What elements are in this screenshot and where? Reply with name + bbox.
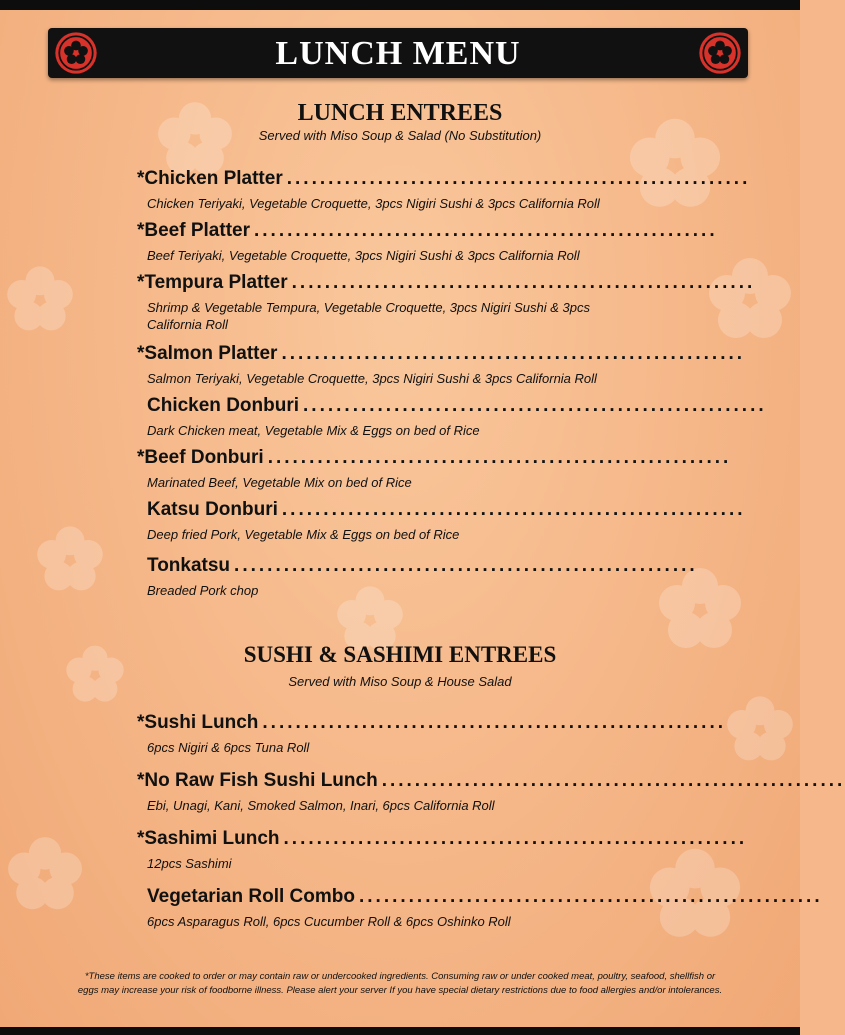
lunch-entrees-title: LUNCH ENTREES [297, 100, 503, 126]
menu-item-name: *Beef Platter [137, 220, 250, 241]
menu-item-description: Shrimp & Vegetable Tempura, Vegetable Croquette, 3pcs Nigiri Sushi & 3pcs California Roll [147, 300, 590, 332]
sakura-crest-icon [698, 31, 742, 75]
menu-item-name: Chicken Donburi [147, 395, 300, 416]
disclaimer-line: *These items are cooked to order or may contain raw or undercooked ingredients. Consuming raw or under cooked meat, poultry, seafood, shellfish or [84, 971, 716, 982]
menu-item-description: Salmon Teriyaki, Vegetable Croquette, 3pcs Nigiri Sushi & 3pcs California Roll [147, 371, 597, 386]
leader-dots: ........................................................ [262, 712, 727, 733]
menu-item [137, 555, 698, 599]
menu-item-name: *Sashimi Lunch [137, 828, 280, 849]
menu-item [137, 828, 748, 872]
disclaimer-line: eggs may increase your risk of foodborne illness. Please alert your server If you have special dietary restrictions due to food allergies and/or intolerances. [77, 985, 723, 996]
menu-item [137, 168, 751, 212]
menu-item-name: Vegetarian Roll Combo [147, 886, 355, 907]
leader-dots: ........................................................ [303, 395, 767, 416]
leader-dots: ........................................................ [358, 886, 823, 907]
leader-dots: ........................................................ [291, 272, 756, 293]
menu-item [137, 272, 756, 333]
header-bar [48, 28, 748, 78]
sushi-entrees-subtitle: Served with Miso Soup & House Salad [288, 674, 512, 689]
leader-dots: ........................................................ [381, 770, 845, 791]
menu-item [137, 770, 845, 814]
leader-dots: ........................................................ [254, 220, 718, 241]
allergy-disclaimer [30, 970, 770, 998]
leader-dots: ........................................................ [281, 499, 746, 520]
top-border [0, 0, 800, 10]
leader-dots: ........................................................ [267, 447, 732, 468]
menu-item-description: Beef Teriyaki, Vegetable Croquette, 3pcs Nigiri Sushi & 3pcs California Roll [147, 248, 580, 263]
cherry-blossom-icon [0, 260, 80, 340]
menu-item-description: Dark Chicken meat, Vegetable Mix & Eggs on bed of Rice [147, 423, 480, 438]
leader-dots: ........................................................ [281, 343, 746, 364]
menu-item-name: Katsu Donburi [147, 499, 278, 520]
bottom-border [0, 1027, 800, 1035]
menu-item [137, 712, 727, 756]
menu-item [137, 499, 746, 543]
menu-item-name: *Salmon Platter [137, 343, 278, 364]
lunch-entrees-subtitle: Served with Miso Soup & Salad (No Substitution) [258, 128, 542, 143]
menu-item-name: *Sushi Lunch [137, 712, 259, 733]
menu-item-description: Breaded Pork chop [147, 583, 259, 598]
menu-item-description: Deep fried Pork, Vegetable Mix & Eggs on bed of Rice [147, 527, 460, 542]
leader-dots: ........................................................ [286, 168, 751, 189]
menu-item [137, 886, 823, 930]
menu-item [137, 395, 767, 439]
cherry-blossom-icon [0, 830, 90, 920]
menu-item-name: *Chicken Platter [137, 168, 283, 189]
menu-item-description: 6pcs Asparagus Roll, 6pcs Cucumber Roll & 6pcs Oshinko Roll [147, 914, 511, 929]
menu-item-description: Chicken Teriyaki, Vegetable Croquette, 3pcs Nigiri Sushi & 3pcs California Roll [147, 196, 600, 211]
menu-item-description: Ebi, Unagi, Kani, Smoked Salmon, Inari, 6pcs California Roll [147, 798, 495, 813]
leader-dots: ........................................................ [234, 555, 698, 576]
menu-item-name: Tonkatsu [147, 555, 231, 576]
menu-item-description: 12pcs Sashimi [147, 856, 232, 871]
menu-item-description: Marinated Beef, Vegetable Mix on bed of Rice [147, 475, 412, 490]
cherry-blossom-icon [720, 690, 800, 770]
menu-item-name: *Beef Donburi [137, 447, 264, 468]
page-title: LUNCH MENU [275, 35, 521, 72]
menu-item-name: *No Raw Fish Sushi Lunch [137, 770, 378, 791]
leader-dots: ........................................................ [283, 828, 748, 849]
menu-item [137, 343, 746, 387]
sushi-entrees-title: SUSHI & SASHIMI ENTREES [243, 642, 557, 667]
menu-item [137, 447, 732, 491]
menu-item-description: 6pcs Nigiri & 6pcs Tuna Roll [147, 740, 310, 755]
cherry-blossom-icon [700, 250, 800, 350]
menu-item-name: *Tempura Platter [137, 272, 288, 293]
cherry-blossom-icon [30, 520, 110, 600]
menu-item [137, 220, 718, 264]
